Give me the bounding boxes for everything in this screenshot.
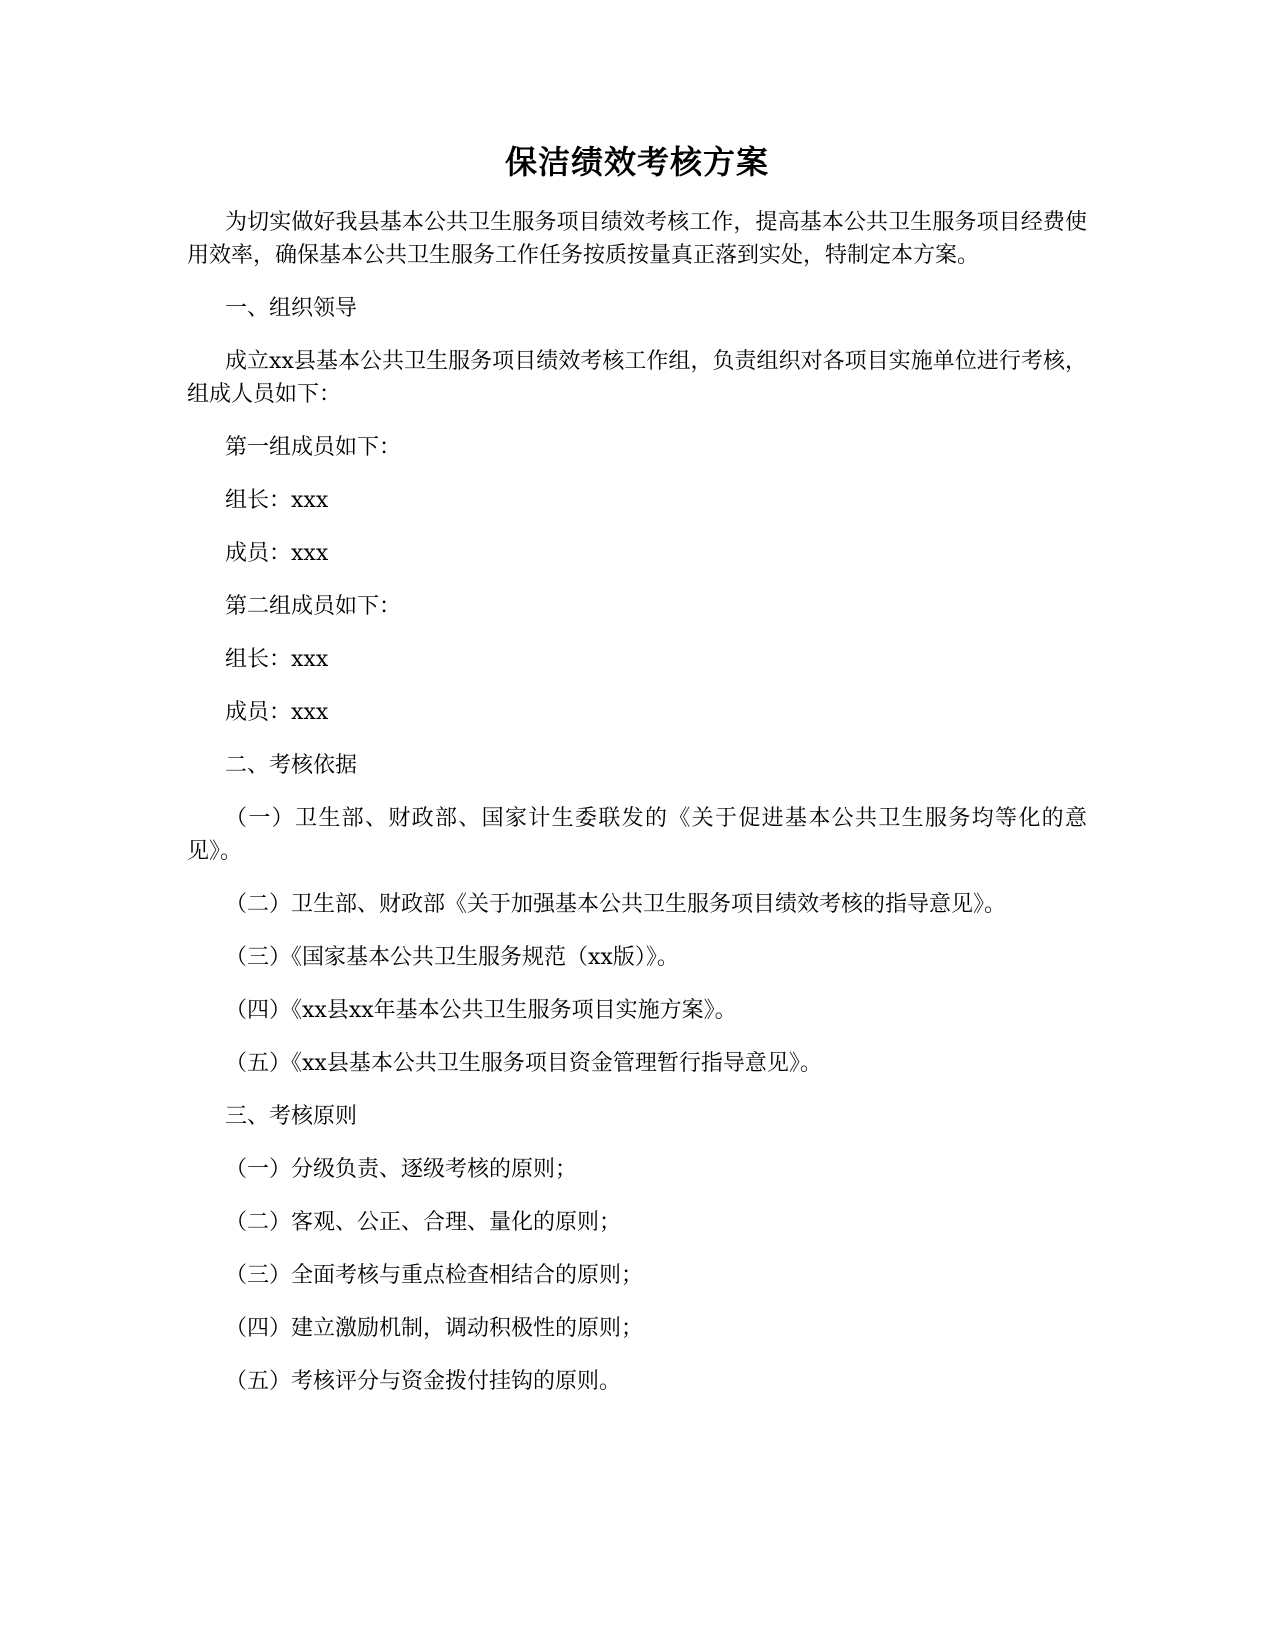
group-one-leader: 组长：xxx [225, 488, 329, 513]
group-two-leader: 组长：xxx [225, 647, 329, 672]
principle-item: （三）全面考核与重点检查相结合的原则； [225, 1263, 644, 1288]
principle-item: （四）建立激励机制，调动积极性的原则； [225, 1316, 644, 1341]
section-heading-principles: 三、考核原则 [225, 1104, 358, 1129]
basis-item: （一）卫生部、财政部、国家计生委联发的《关于促进基本公共卫生服务均等化的意见》。 [187, 806, 1087, 864]
group-two-heading: 第二组成员如下： [225, 594, 402, 619]
group-one-members: 成员：xxx [225, 541, 329, 566]
group-one-heading: 第一组成员如下： [225, 435, 402, 460]
principle-item: （五）考核评分与资金拨付挂钩的原则。 [225, 1369, 622, 1394]
group-two-members: 成员：xxx [225, 700, 329, 725]
intro-paragraph: 为切实做好我县基本公共卫生服务项目绩效考核工作，提高基本公共卫生服务项目经费使用效率，确保基本公共卫生服务工作任务按质按量真正落到实处，特制定本方案。 [187, 210, 1087, 268]
basis-item: （三）《国家基本公共卫生服务规范（xx版）》。 [225, 945, 679, 970]
principle-item: （一）分级负责、逐级考核的原则； [225, 1157, 578, 1182]
basis-item: （五）《xx县基本公共卫生服务项目资金管理暂行指导意见》。 [225, 1051, 822, 1076]
basis-item: （四）《xx县xx年基本公共卫生服务项目实施方案》。 [225, 998, 737, 1023]
section-heading-basis: 二、考核依据 [225, 753, 358, 778]
basis-item: （二）卫生部、财政部《关于加强基本公共卫生服务项目绩效考核的指导意见》。 [225, 892, 1007, 917]
document-title: 保洁绩效考核方案 [504, 143, 769, 181]
organization-paragraph: 成立xx县基本公共卫生服务项目绩效考核工作组，负责组织对各项目实施单位进行考核，组成人员如下： [187, 349, 1087, 407]
document-page [187, 140, 1087, 1418]
principle-item: （二）客观、公正、合理、量化的原则； [225, 1210, 622, 1235]
section-heading-organization: 一、组织领导 [225, 296, 358, 321]
